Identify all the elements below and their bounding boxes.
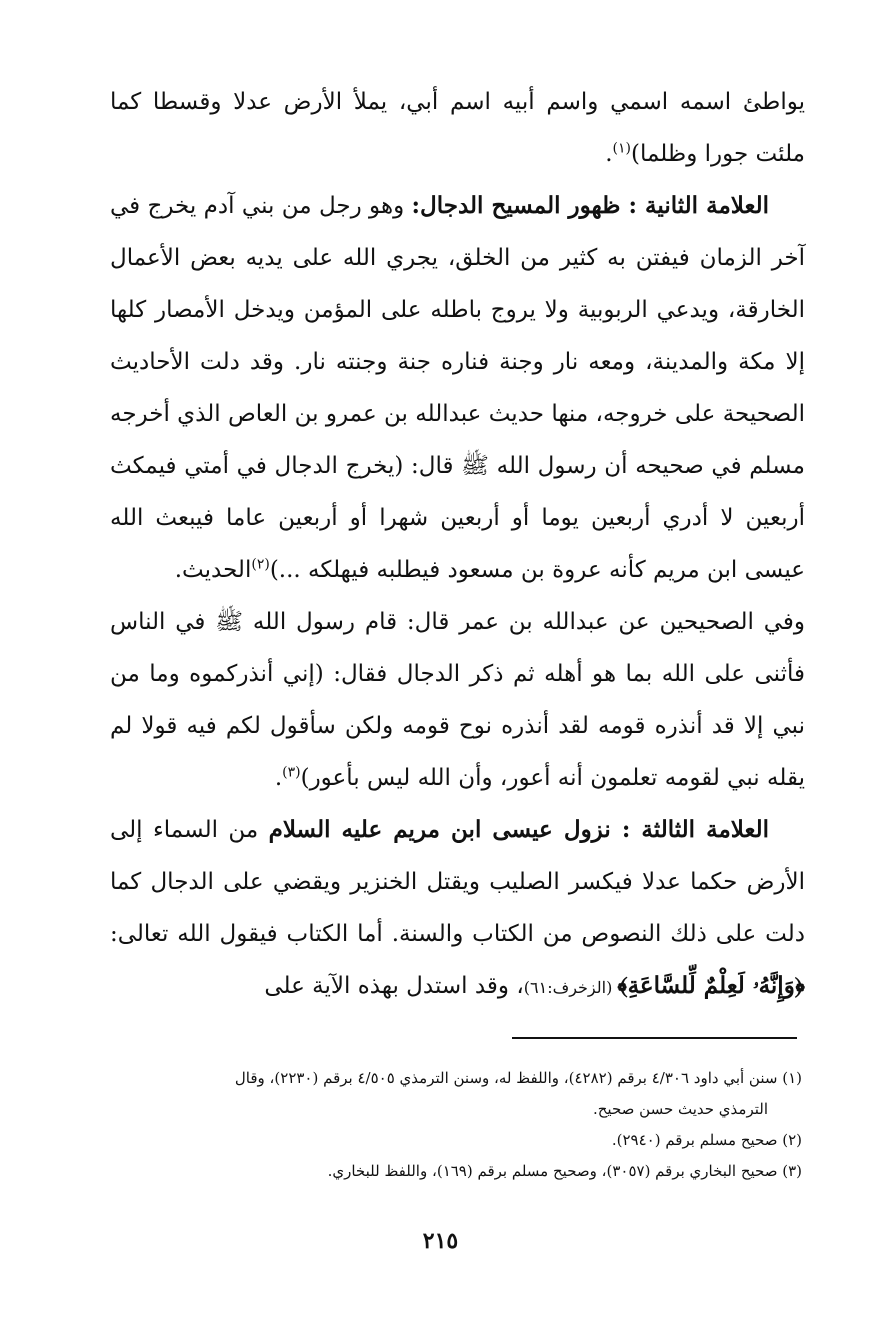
quran-verse: ﴿وَإِنَّهُۥ لَعِلْمٌ لِّلسَّاعَةِ﴾ xyxy=(617,972,805,999)
paragraph-4 xyxy=(110,804,805,1014)
footnote-3: (٣) صحيح البخاري برقم (٣٠٥٧)، وصحيح مسلم برقم (١٦٩)، واللفظ للبخاري. xyxy=(327,1162,802,1180)
footnote-reference-1: (١) xyxy=(612,140,632,157)
paragraph-3 xyxy=(110,596,805,804)
footnote-1-continuation: الترمذي حديث حسن صحيح. xyxy=(592,1100,768,1118)
footnote-reference-2: (٢) xyxy=(251,556,270,573)
page-number: ٢١٥ xyxy=(422,1228,459,1254)
paragraph-text: يواطئ اسمه اسمي واسم أبيه اسم أبي، يملأ الأرض عدلا وقسطا كما ملئت جورا وظلما) xyxy=(110,89,805,167)
paragraph-end: ، وقد استدل بهذه الآية على xyxy=(264,973,524,999)
paragraph-text: وفي الصحيحين عن عبدالله بن عمر قال: قام رسول الله ﷺ في الناس فأثنى على الله بما هو أهله ثم ذكر الدجال فقال: (إني أنذركموه وما من نبي إلا قد أنذره قومه لقد أنذره نوح قومه ولكن سأقول لكم فيه قولا لم يقله نبي لقومه تعلمون أنه أعور، وأن الله ليس بأعور) xyxy=(110,609,805,791)
footnote-1: (١) سنن أبي داود ٤/٣٠٦ برقم (٤٢٨٢)، واللفظ له، وسنن الترمذي ٤/٥٠٥ برقم (٢٢٣٠)، وقال xyxy=(234,1069,802,1087)
paragraph-end: الحديث. xyxy=(174,557,252,583)
paragraph-text: وهو رجل من بني آدم يخرج في آخر الزمان فيفتن به كثير من الخلق، يجري الله على يديه بعض الأعمال الخارقة، ويدعي الربوبية ولا يروج باطله على المؤمن ويدخل الأمصار كلها إلا مكة والمدينة، ومعه نار وجنة فناره جنة وجنته نار. وقد دلت الأحاديث الصحيحة على خروجه، منها حديث عبدالله بن عمرو بن العاص الذي أخرجه مسلم في صحيحه أن رسول الله ﷺ قال: (يخرج الدجال في أمتي فيمكث أربعين لا أدري أربعين يوما أو أربعين شهرا أو أربعين عاما فيبعث الله عيسى ابن مريم كأنه عروة بن مسعود فيطلبه فيهلكه ...) xyxy=(110,193,805,583)
sign-three-heading: العلامة الثالثة : نزول عيسى ابن مريم عليه السلام xyxy=(268,816,769,843)
main-text xyxy=(110,76,805,1014)
paragraph-text: من السماء إلى الأرض حكما عدلا فيكسر الصليب ويقتل الخنزير ويقضي على الدجال كما دلت على ذلك النصوص من الكتاب والسنة. أما الكتاب فيقول الله تعالى: xyxy=(110,817,805,947)
footnotes xyxy=(140,1063,802,1187)
paragraph-end: . xyxy=(274,765,283,791)
paragraph-2 xyxy=(110,180,805,596)
paragraph-end: . xyxy=(605,141,613,167)
paragraph-1 xyxy=(110,76,805,180)
footnote-reference-3: (٣) xyxy=(282,764,301,781)
footnote-separator xyxy=(512,1037,797,1039)
footnote-2: (٢) صحيح مسلم برقم (٢٩٤٠). xyxy=(611,1131,802,1149)
verse-reference: (الزخرف:٦١) xyxy=(523,978,618,997)
sign-two-heading: العلامة الثانية : ظهور المسيح الدجال: xyxy=(411,192,769,219)
